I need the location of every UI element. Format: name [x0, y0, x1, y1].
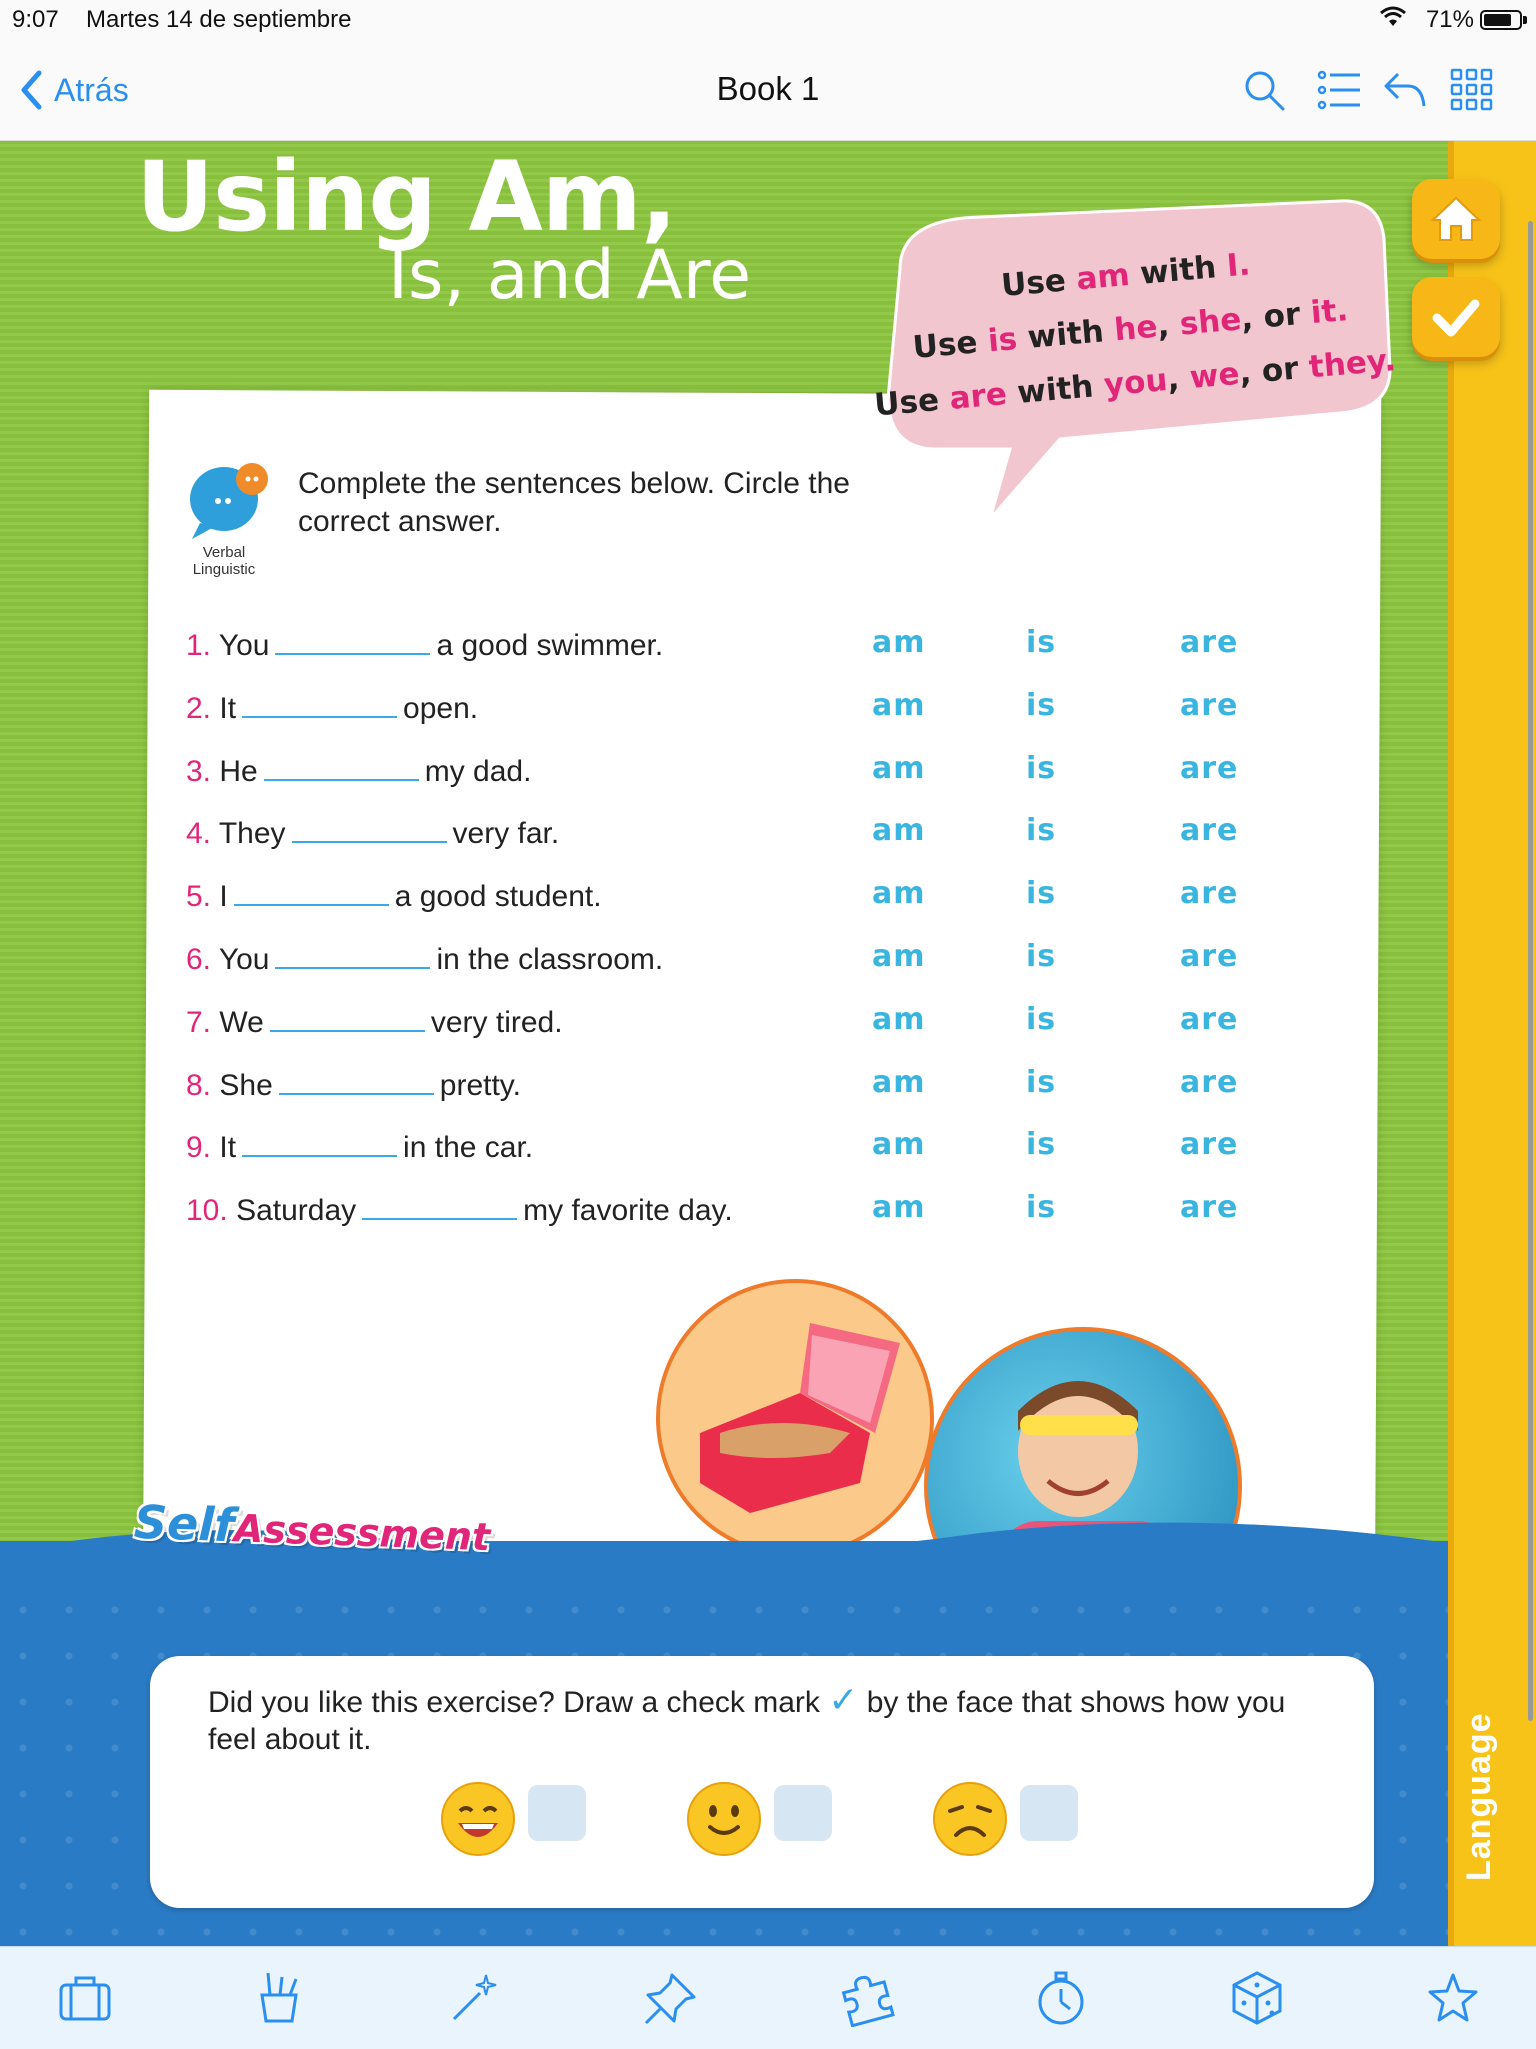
answer-blank[interactable] [275, 941, 430, 969]
option-am[interactable]: am [872, 1127, 926, 1163]
sentence-text [186, 627, 663, 663]
check-button[interactable] [1412, 277, 1500, 357]
sentence-ending: open. [403, 691, 479, 725]
sentence-row [186, 1064, 1286, 1115]
title-line-1: Using Am, [136, 141, 677, 253]
timer-icon[interactable] [1032, 1969, 1090, 2027]
puzzle-icon[interactable] [838, 1969, 896, 2027]
sentence-row [186, 878, 1286, 926]
sentence-ending: my favorite day. [523, 1194, 733, 1228]
sentence-row [186, 687, 1286, 738]
sentence-row [186, 1001, 1286, 1052]
scrollbar[interactable] [1528, 221, 1533, 1721]
sentence-text [186, 1129, 533, 1165]
option-is[interactable]: is [1026, 939, 1057, 974]
undo-icon[interactable] [1382, 66, 1430, 114]
grid-icon[interactable] [1448, 66, 1496, 114]
self-assessment-title: SelfAssessment [133, 1494, 491, 1560]
sentence-subject: It [219, 691, 237, 725]
option-am[interactable]: am [872, 813, 926, 849]
option-are[interactable]: are [1180, 1127, 1239, 1163]
answer-blank[interactable] [242, 1129, 397, 1157]
badge-label-2: Linguistic [192, 561, 256, 578]
option-are[interactable]: are [1180, 1064, 1239, 1100]
checkbox-ok[interactable] [774, 1785, 832, 1841]
option-are[interactable]: are [1180, 939, 1239, 974]
sentence-subject: It [219, 1131, 237, 1165]
rule-line-is: Use is with he, she, or it. [911, 292, 1350, 366]
sentence-text [186, 690, 478, 726]
sentence-subject: Saturday [236, 1194, 357, 1228]
star-icon[interactable] [1424, 1969, 1482, 2027]
option-is[interactable]: is [1026, 750, 1057, 786]
sentence-subject: You [218, 629, 270, 662]
answer-blank[interactable] [264, 753, 419, 781]
option-is[interactable]: is [1026, 625, 1057, 660]
option-am[interactable]: am [872, 939, 926, 974]
verbal-linguistic-badge [184, 461, 280, 591]
checkbox-happy[interactable] [528, 1785, 586, 1841]
option-is[interactable]: is [1026, 1127, 1057, 1163]
option-are[interactable]: are [1180, 813, 1239, 849]
option-am[interactable]: am [872, 1190, 926, 1226]
grammar-rule-bubble [860, 199, 1400, 449]
answer-blank[interactable] [270, 1004, 425, 1032]
option-is[interactable]: is [1026, 1001, 1057, 1037]
sentence-row [186, 815, 1286, 863]
sentence-row [186, 941, 1286, 989]
laughing-face-icon [440, 1781, 516, 1857]
sentence-subject: We [219, 1005, 264, 1039]
option-is[interactable]: is [1026, 1064, 1057, 1100]
checkbox-sad[interactable] [1020, 1785, 1078, 1841]
bottom-toolbar [0, 1946, 1536, 2049]
check-mark-icon: ✓ [828, 1679, 859, 1720]
sentence-row [186, 750, 1286, 801]
option-is[interactable]: is [1026, 876, 1057, 912]
option-is[interactable]: is [1026, 813, 1057, 849]
option-am[interactable]: am [872, 1064, 926, 1100]
tools-icon[interactable] [252, 1969, 310, 2027]
option-are[interactable]: are [1180, 687, 1239, 723]
sentence-text [186, 753, 531, 789]
status-time: 9:07 [12, 6, 59, 33]
sentence-subject: He [219, 754, 258, 788]
pin-icon[interactable] [642, 1969, 700, 2027]
option-are[interactable]: are [1180, 625, 1239, 660]
self-assessment-prompt: Did you like this exercise? Draw a check mark ✓ by the face that shows how you feel about it. [208, 1679, 1286, 1756]
page-title: Book 1 [716, 70, 820, 107]
sentence-number: 5. [186, 880, 212, 914]
sentence-row [186, 1129, 1286, 1177]
sentence-row [186, 627, 1286, 675]
side-tab-language[interactable]: Language [1460, 1712, 1498, 1881]
magic-wand-icon[interactable] [446, 1969, 504, 2027]
sentence-text [186, 941, 663, 977]
option-are[interactable]: are [1180, 1001, 1239, 1037]
status-date: Martes 14 de septiembre [86, 6, 352, 33]
smiling-face-icon [686, 1781, 762, 1857]
battery-icon [1480, 10, 1522, 30]
answer-blank[interactable] [234, 878, 389, 906]
option-am[interactable]: am [872, 687, 926, 723]
sentence-ending: my dad. [424, 754, 532, 788]
option-is[interactable]: is [1026, 687, 1057, 723]
sentence-number: 4. [186, 817, 212, 851]
rule-line-am: Use am with I. [999, 246, 1252, 305]
sentence-text [186, 1192, 733, 1228]
answer-blank[interactable] [242, 690, 397, 718]
home-icon [1429, 194, 1483, 244]
answer-blank[interactable] [292, 815, 447, 843]
sentence-number: 9. [186, 1131, 212, 1165]
sentence-text [186, 1067, 521, 1103]
sad-face-icon [932, 1781, 1008, 1857]
instructions-text: Complete the sentences below. Circle the correct answer. [298, 467, 850, 538]
option-are[interactable]: are [1180, 750, 1239, 786]
sentence-text [186, 878, 602, 914]
sentence-number: 8. [186, 1068, 212, 1102]
book-page [0, 141, 1536, 1946]
sentence-row [186, 1192, 1286, 1240]
option-are[interactable]: are [1180, 1190, 1239, 1226]
sentence-text [186, 1004, 563, 1040]
sentence-ending: pretty. [439, 1068, 521, 1102]
back-label: Atrás [54, 71, 129, 108]
answer-blank[interactable] [362, 1192, 517, 1220]
option-am[interactable]: am [872, 750, 926, 786]
sentence-ending: in the classroom. [436, 943, 664, 976]
sentence-number: 3. [186, 754, 212, 788]
option-am[interactable]: am [872, 1001, 926, 1037]
sentence-subject: She [219, 1068, 273, 1102]
sentence-number: 2. [186, 691, 212, 725]
side-strip [1448, 141, 1536, 1946]
sentence-number: 6. [186, 943, 212, 976]
option-am[interactable]: am [872, 876, 926, 912]
sentence-subject: I [219, 880, 228, 914]
status-bar [0, 0, 1536, 40]
checkmark-icon [1429, 292, 1483, 342]
sentence-ending: a good student. [394, 880, 602, 914]
badge-label-1: Verbal [202, 544, 246, 561]
briefcase-icon[interactable] [56, 1969, 114, 2027]
option-am[interactable]: am [872, 625, 926, 660]
option-is[interactable]: is [1026, 1190, 1057, 1226]
sentence-ending: very far. [452, 817, 560, 851]
battery-percent: 71% [1425, 6, 1474, 33]
sentence-ending: a good swimmer. [436, 629, 664, 662]
chat-bubbles-icon [184, 461, 280, 541]
home-button[interactable] [1412, 179, 1500, 259]
answer-blank[interactable] [275, 627, 430, 655]
sentence-number: 1. [186, 629, 212, 662]
toc-icon[interactable] [1316, 66, 1364, 114]
sentence-number: 7. [186, 1005, 212, 1039]
sentence-text [186, 815, 559, 851]
nav-bar [0, 40, 1536, 141]
option-are[interactable]: are [1180, 876, 1239, 912]
sentence-ending: in the car. [403, 1131, 534, 1165]
answer-blank[interactable] [279, 1067, 434, 1095]
sentence-ending: very tired. [430, 1005, 563, 1039]
dice-icon[interactable] [1228, 1969, 1286, 2027]
title-line-2: Is, and Are [388, 236, 752, 315]
rule-line-are: Use are with you, we, or they. [872, 342, 1398, 424]
search-icon[interactable] [1240, 66, 1288, 114]
sentence-number: 10. [186, 1194, 228, 1228]
sentence-subject: They [218, 817, 286, 851]
sentence-subject: You [218, 943, 270, 976]
wifi-icon [1380, 6, 1406, 28]
